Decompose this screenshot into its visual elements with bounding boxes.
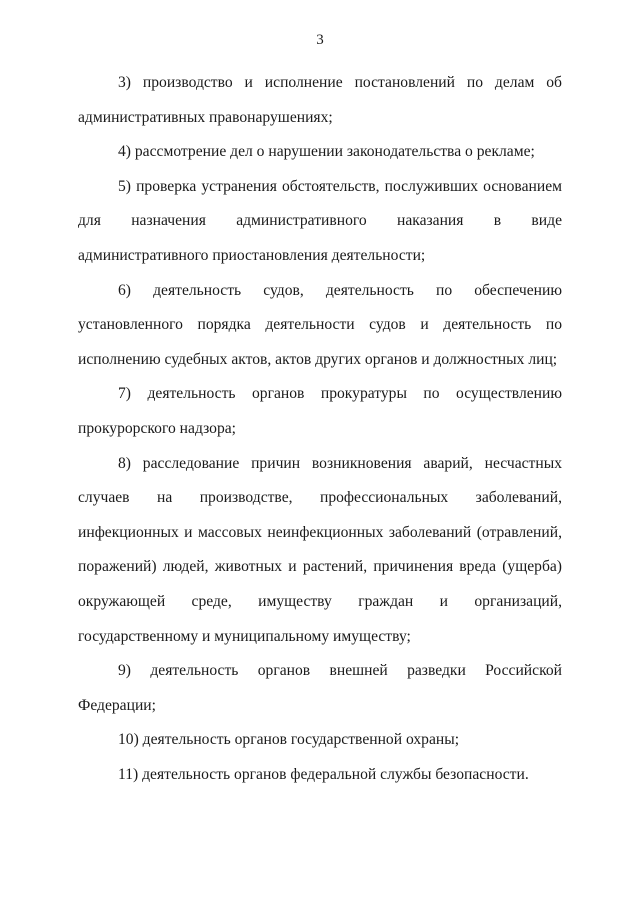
list-item-3: 3) производство и исполнение постановлений по делам об административных правонарушениях; (78, 74, 562, 126)
page-number: 3 (316, 32, 324, 48)
list-item-8: 8) расследование причин возникновения аварий, несчастных случаев на производстве, профессиональных заболеваний, инфекционных и массовых неинфекционных заболеваний (отравлений, поражений) людей, животных и растений, причинения вреда (ущерба) окружающей среде, имуществу граждан и организаций, государственному и муниципальному имуществу; (78, 454, 562, 645)
list-item-7: 7) деятельность органов прокуратуры по осуществлению прокурорского надзора; (78, 385, 562, 437)
document-body (78, 66, 562, 792)
list-item-5: 5) проверка устранения обстоятельств, послуживших основанием для назначения административного наказания в виде административного приостановления деятельности; (78, 177, 562, 264)
list-item-9: 9) деятельность органов внешней разведки Российской Федерации; (78, 662, 562, 714)
list-item-10: 10) деятельность органов государственной охраны; (118, 731, 460, 749)
list-item-4: 4) рассмотрение дел о нарушении законодательства о рекламе; (118, 143, 535, 161)
list-item-6: 6) деятельность судов, деятельность по обеспечению установленного порядка деятельности судов и деятельность по исполнению судебных актов, актов других органов и должностных лиц; (78, 281, 562, 368)
list-item-11: 11) деятельность органов федеральной службы безопасности. (118, 765, 529, 783)
